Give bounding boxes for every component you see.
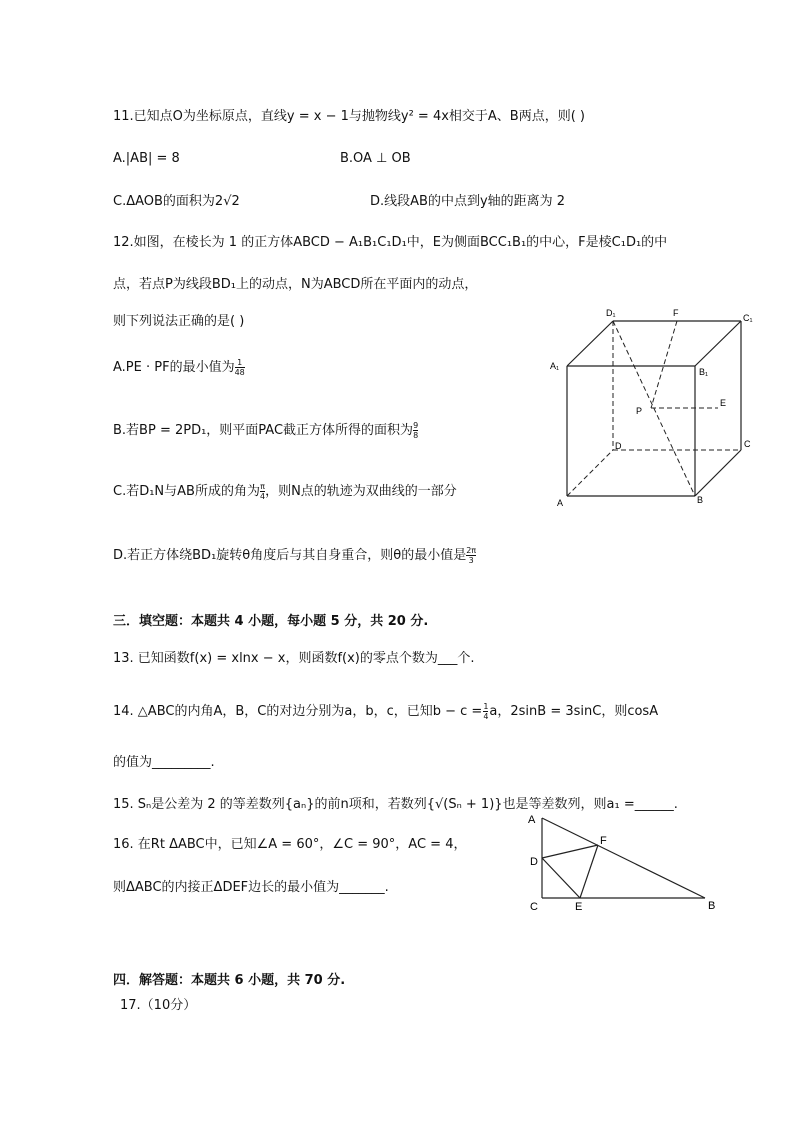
q12-stem-line1: 12.如图，在棱长为 1 的正方体ABCD − A₁B₁C₁D₁中，E为侧面BCC₁B₁的中心，F是棱C₁D₁的中 bbox=[113, 235, 668, 250]
label-b: B bbox=[697, 495, 704, 505]
tri-label-d: D bbox=[530, 856, 538, 868]
q12-option-a bbox=[113, 358, 245, 377]
q12-option-c bbox=[113, 482, 457, 501]
q12-option-a-fraction bbox=[235, 358, 245, 377]
section4-heading: 四．解答题：本题共 6 小题，共 70 分. bbox=[113, 973, 346, 988]
q14-text-start: 14. △ABC的内角A，B，C的对边分别为a，b，c，已知b − c = bbox=[113, 704, 483, 719]
q11-option-a: A.|AB| = 8 bbox=[113, 151, 180, 166]
q12-option-a-text: A.PE · PF的最小值为 bbox=[113, 360, 235, 375]
q17-text: 17.（10分） bbox=[120, 998, 197, 1013]
label-a1: A₁ bbox=[550, 361, 560, 371]
q12-option-b-fraction bbox=[413, 421, 418, 440]
q14-fraction bbox=[483, 702, 488, 721]
q12-option-b-text: B.若BP = 2PD₁，则平面PAC截正方体所得的面积为 bbox=[113, 423, 414, 438]
cube-figure bbox=[540, 300, 770, 515]
q15-text: 15. Sₙ是公差为 2 的等差数列{aₙ}的前n项和，若数列{√(Sₙ + 1)}也是等差数列，则a₁ =______. bbox=[113, 797, 678, 812]
q12-option-d bbox=[113, 546, 476, 565]
q16-line1: 16. 在Rt ΔABC中，已知∠A = 60°，∠C = 90°，AC = 4， bbox=[113, 837, 467, 852]
triangle-figure bbox=[522, 808, 722, 912]
q11-option-b: B.OA ⊥ OB bbox=[340, 151, 411, 166]
q12-c-denominator: 4 bbox=[259, 492, 266, 501]
q12-option-d-text: D.若正方体绕BD₁旋转θ角度后与其自身重合，则θ的最小值是 bbox=[113, 548, 467, 563]
q12-a-denominator: 48 bbox=[234, 368, 245, 377]
q13-text: 13. 已知函数f(x) = xlnx − x，则函数f(x)的零点个数为___个. bbox=[113, 651, 475, 666]
tri-label-c: C bbox=[530, 901, 538, 912]
q12-option-d-fraction bbox=[466, 546, 476, 565]
label-f: F bbox=[673, 308, 679, 318]
label-d1: D₁ bbox=[606, 308, 616, 318]
q12-c-numerator: π bbox=[260, 482, 265, 491]
label-a: A bbox=[557, 498, 564, 508]
q12-b-denominator: 8 bbox=[413, 431, 419, 440]
q12-option-b bbox=[113, 421, 418, 440]
q14-line1 bbox=[113, 702, 658, 721]
section3-heading: 三．填空题：本题共 4 小题，每小题 5 分，共 20 分. bbox=[113, 614, 429, 629]
q14-denominator: 4 bbox=[483, 712, 489, 721]
label-c1: C₁ bbox=[743, 313, 753, 323]
tri-label-a: A bbox=[528, 814, 536, 826]
q12-stem-line2: 点，若点P为线段BD₁上的动点，N为ABCD所在平面内的动点， bbox=[113, 277, 478, 292]
q12-b-numerator: 9 bbox=[413, 421, 419, 430]
q12-option-c-text-end: ，则N点的轨迹为双曲线的一部分 bbox=[265, 484, 457, 499]
q14-text-end: a，2sinB = 3sinC，则cosA bbox=[489, 704, 659, 719]
tri-label-e: E bbox=[575, 901, 583, 912]
q14-numerator: 1 bbox=[483, 702, 489, 711]
q16-line2: 则ΔABC的内接正ΔDEF边长的最小值为_______. bbox=[113, 880, 389, 895]
q12-option-c-text: C.若D₁N与AB所成的角为 bbox=[113, 484, 260, 499]
q11-option-c: C.ΔAOB的面积为2√2 bbox=[113, 194, 240, 209]
label-p: P bbox=[636, 406, 643, 416]
label-d: D bbox=[615, 441, 622, 451]
tri-label-b: B bbox=[708, 900, 716, 912]
label-b1: B₁ bbox=[699, 367, 709, 377]
tri-label-f: F bbox=[600, 835, 607, 847]
q12-stem-line3: 则下列说法正确的是( ) bbox=[113, 314, 245, 329]
q12-d-numerator: 2π bbox=[466, 546, 477, 555]
q12-d-denominator: 3 bbox=[468, 556, 474, 565]
q12-a-numerator: 1 bbox=[235, 358, 245, 368]
label-e: E bbox=[720, 398, 727, 408]
label-c: C bbox=[744, 439, 751, 449]
q14-line2: 的值为_________. bbox=[113, 755, 215, 770]
q11-stem: 11.已知点O为坐标原点，直线y = x − 1与抛物线y² = 4x相交于A、B两点，则( ) bbox=[113, 109, 585, 124]
q11-option-d: D.线段AB的中点到y轴的距离为 2 bbox=[370, 194, 566, 209]
